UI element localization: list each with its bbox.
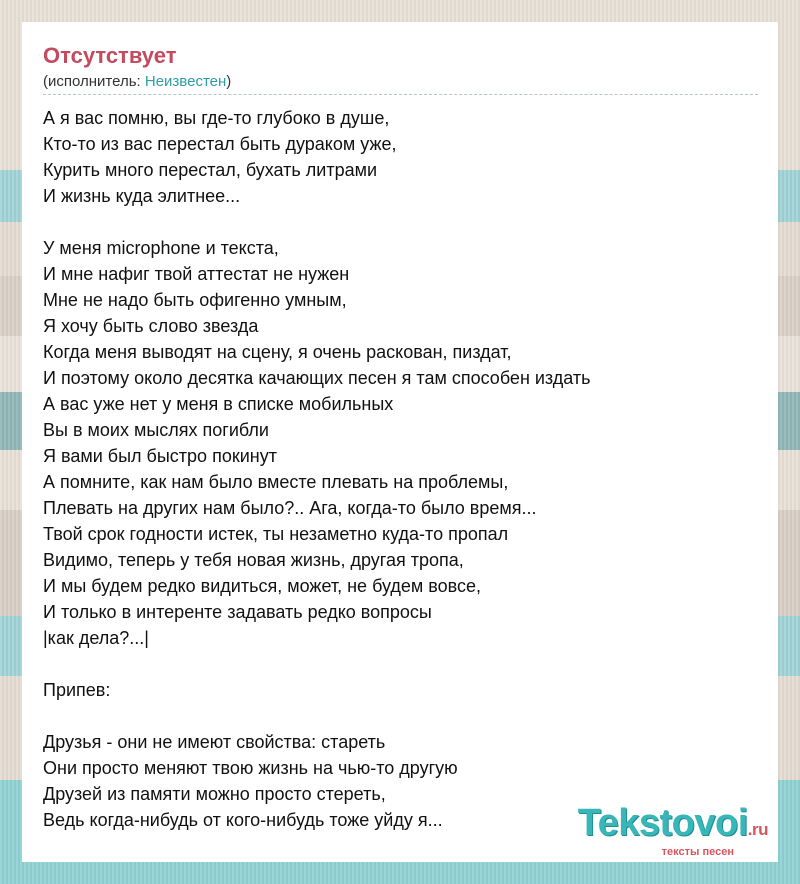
lyric-line: А вас уже нет у меня в списке мобильных	[43, 394, 394, 414]
blank-line	[43, 651, 758, 677]
lyric-line: У меня microphone и текста,	[43, 238, 279, 258]
lyric-line: |как дела?...|	[43, 628, 149, 648]
performer-suffix: )	[226, 73, 232, 90]
lyrics-body	[43, 105, 758, 833]
logo-tld: .ru	[747, 820, 768, 839]
blank-line	[43, 703, 758, 729]
blank-line	[43, 209, 758, 235]
lyric-line: А помните, как нам было вместе плевать на проблемы,	[43, 472, 509, 492]
performer-prefix: (исполнитель:	[43, 73, 145, 90]
site-logo[interactable]	[578, 803, 768, 858]
lyric-line: И поэтому около десятка качающих песен я там способен издать	[43, 368, 591, 388]
lyric-line: Я хочу быть слово звезда	[43, 316, 259, 336]
lyric-line: И только в интеренте задавать редко вопросы	[43, 602, 432, 622]
song-title: Отсутствует	[43, 43, 177, 68]
lyric-line: Мне не надо быть офигенно умным,	[43, 290, 347, 310]
lyric-line: Твой срок годности истек, ты незаметно куда-то пропал	[43, 524, 509, 544]
lyric-line: Ведь когда-нибудь от кого-нибудь тоже уйду я...	[43, 810, 443, 830]
lyrics-card	[22, 22, 778, 862]
logo-wordmark	[578, 803, 768, 850]
lyric-line: Кто-то из вас перестал быть дураком уже,	[43, 134, 397, 154]
lyric-line: Курить много перестал, бухать литрами	[43, 160, 378, 180]
performer-link[interactable]: Неизвестен	[144, 73, 227, 90]
performer-line	[43, 72, 758, 92]
lyric-line: Плевать на других нам было?.. Ага, когда-то было время...	[43, 498, 537, 518]
lyric-line: Видимо, теперь у тебя новая жизнь, другая тропа,	[43, 550, 464, 570]
logo-main-text: Tekstovoi	[577, 802, 748, 844]
lyric-line: Припев:	[43, 680, 111, 700]
lyric-line: Вы в моих мыслях погибли	[43, 420, 269, 440]
lyric-line: И мы будем редко видиться, может, не будем вовсе,	[43, 576, 482, 596]
lyric-line: Я вами был быстро покинут	[43, 446, 277, 466]
logo-tagline: тексты песен	[661, 846, 734, 858]
divider	[43, 94, 758, 95]
lyric-line: Они просто меняют твою жизнь на чью-то другую	[43, 758, 458, 778]
lyric-line: Когда меня выводят на сцену, я очень раскован, пиздат,	[43, 342, 512, 362]
lyric-line: И мне нафиг твой аттестат не нужен	[43, 264, 350, 284]
lyric-line: Друзья - они не имеют свойства: стареть	[43, 732, 386, 752]
lyric-line: А я вас помню, вы где-то глубоко в душе,	[43, 108, 390, 128]
lyric-line: Друзей из памяти можно просто стереть,	[43, 784, 386, 804]
lyric-line: И жизнь куда элитнее...	[43, 186, 241, 206]
